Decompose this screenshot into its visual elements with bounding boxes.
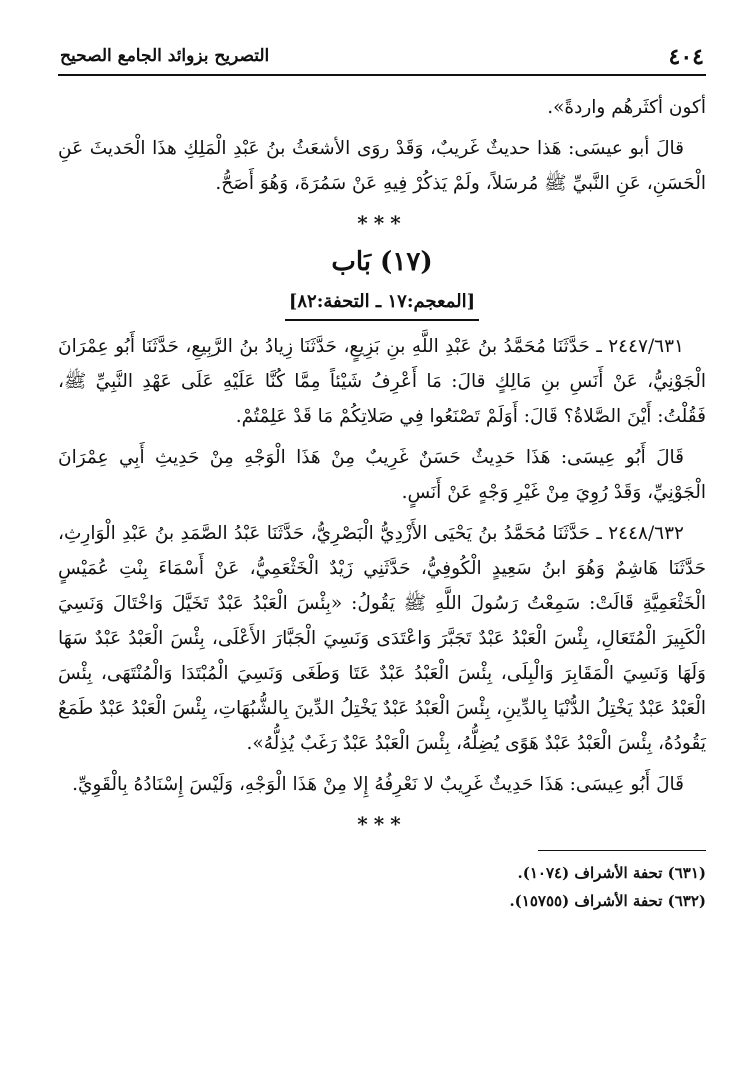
commentary-paragraph: قالَ أبو عيسَى: هَذا حديثٌ غَريبٌ، وَقَدْ روَى الأشعَثُ بنُ عَبْدِ الْمَلِكِ هذَا الْحَديثَ عَنِ الْحَسَنِ، عَنِ النَّبيِّ ﷺ مُرسَلاً، ولَمْ يَذكُرْ فِيهِ عَنْ سَمُرَةَ، وَهُوَ أَصَحُّ.	[58, 138, 706, 194]
page-header	[58, 42, 706, 76]
footnote-divider	[538, 850, 706, 851]
hadith-paragraph: ٢٤٤٧/٦٣١ ـ حَدَّثَنَا مُحَمَّدُ بنُ عَبْدِ اللَّهِ بنِ بَزِيعٍ، حَدَّثَنَا زِيادُ بنُ الرَّبِيعِ، حَدَّثَنَا أَبُو عِمْرَانَ الْجَوْنِيُّ، عَنْ أَنَسِ بنِ مَالِكٍ قالَ: مَا أَعْرِفُ شَيْئاً مِمَّا كُنَّا عَلَيْهِ عَلَى عَهْدِ النَّبِيِّ ﷺ، فَقُلْتُ: أَيْنَ الصَّلاةُ؟ قَالَ: أَوَلَمْ تَصْنَعُوا فِي صَلاتِكُمْ مَا قَدْ عَلِمْتُمْ.	[58, 336, 706, 427]
footnote: (٦٣١) تحفة الأشراف (١٠٧٤).	[517, 864, 706, 882]
section-separator: ***	[357, 812, 407, 836]
footnote: (٦٣٢) تحفة الأشراف (١٥٧٥٥).	[509, 892, 706, 910]
hadith-paragraph: ٢٤٤٨/٦٣٢ ـ حَدَّثَنَا مُحَمَّدُ بنُ يَحْيَى الأَزْدِيُّ الْبَصْرِيُّ، حَدَّثَنَا عَبْدُ الصَّمَدِ بنُ عَبْدِ الْوَارِثِ، حَدَّثَنَا هَاشِمٌ وَهُوَ ابنُ سَعِيدٍ الْكُوفِيُّ، حَدَّثَنِي زَيْدٌ الْخَثْعَمِيُّ، عَنْ أَسْمَاءَ بِنْتِ عُمَيْسٍ الْخَثْعَمِيَّةِ قَالَتْ: سَمِعْتُ رَسُولَ اللَّهِ ﷺ يَقُولُ: «بِئْسَ الْعَبْدُ عَبْدٌ تَخَيَّلَ وَاخْتَالَ وَنَسِيَ الْكَبِيرَ الْمُتَعَالِ، بِئْسَ الْعَبْدُ عَبْدٌ تَجَبَّرَ وَاعْتَدَى وَنَسِيَ الْجَبَّارَ الأَعْلَى، بِئْسَ الْعَبْدُ عَبْدٌ سَهَا وَلَهَا وَنَسِيَ الْمَقَابِرَ وَالْبِلَى، بِئْسَ الْعَبْدُ عَبْدٌ عَتَا وَطَغَى وَنَسِيَ الْمُبْتَدَا وَالْمُنْتَهَى، بِئْسَ الْعَبْدُ عَبْدٌ يَخْتِلُ الدُّنْيَا بِالدِّينِ، بِئْسَ الْعَبْدُ عَبْدٌ يَخْتِلُ الدِّينَ بِالشُّبُهَاتِ، بِئْسَ الْعَبْدُ عَبْدٌ طَمَعٌ يَقُودُهُ، بِئْسَ الْعَبْدُ عَبْدٌ هَوًى يُضِلُّهُ، بِئْسَ الْعَبْدُ عَبْدٌ رَغَبٌ يُذِلُّهُ».	[58, 523, 706, 754]
chapter-title: (١٧) بَاب	[331, 247, 433, 277]
commentary-paragraph: قَالَ أَبُو عِيسَى: هَذَا حَدِيثٌ حَسَنٌ غَرِيبٌ مِنْ هَذَا الْوَجْهِ مِنْ حَدِيثِ أَبِي عِمْرَانَ الْجَوْنِيِّ، وَقَدْ رُوِيَ مِنْ غَيْرِ وَجْهٍ عَنْ أَنَسٍ.	[58, 447, 706, 503]
commentary-paragraph: قَالَ أَبُو عِيسَى: هَذَا حَدِيثٌ غَرِيبٌ لا نَعْرِفُهُ إِلا مِنْ هَذَا الْوَجْهِ، وَلَيْسَ إِسْنَادُهُ بِالْقَوِيِّ.	[72, 774, 684, 795]
section-separator: ***	[357, 211, 407, 235]
page-number: ٤٠٤	[668, 44, 704, 70]
chapter-reference-text: [المعجم:١٧ ـ التحفة:٨٢]	[285, 287, 479, 321]
chapter-reference	[58, 287, 706, 321]
hadith-ending: أكون أكثَرهُم واردةً».	[547, 97, 706, 118]
running-title: التصريح بزوائد الجامع الصحيح	[60, 46, 270, 66]
book-page	[58, 42, 706, 1052]
